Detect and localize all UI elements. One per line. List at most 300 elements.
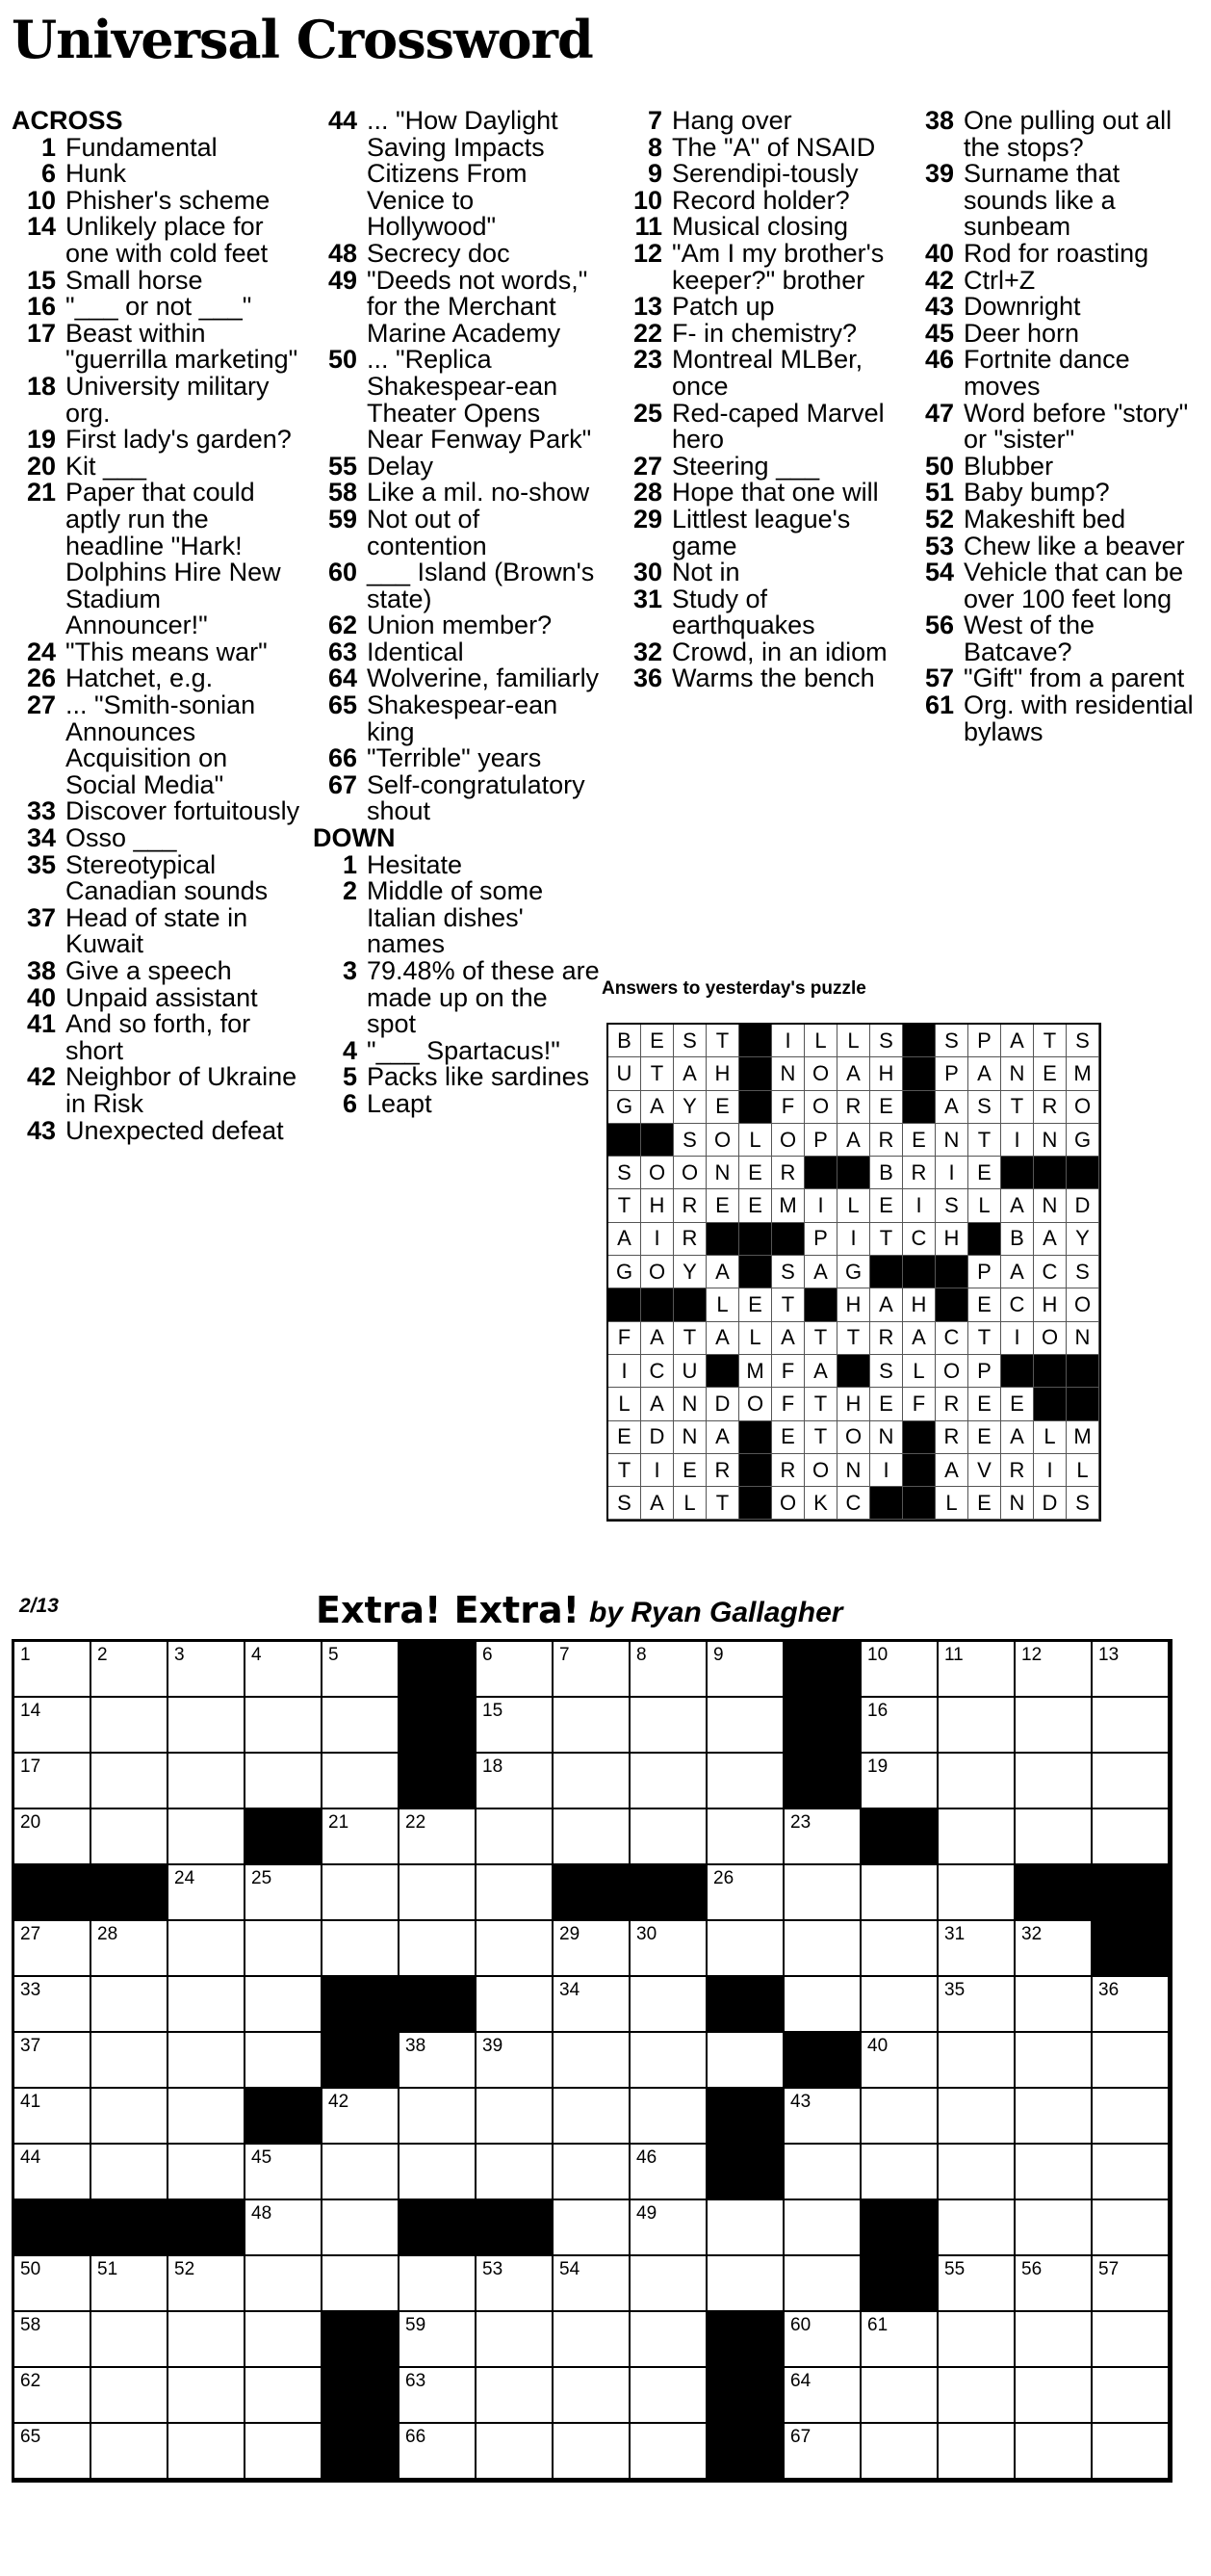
- across-clue: [12, 1064, 300, 1117]
- grid-cell[interactable]: [168, 1754, 245, 1809]
- grid-cell[interactable]: [708, 1698, 785, 1754]
- grid-cell[interactable]: [939, 1865, 1016, 1921]
- grid-cell[interactable]: [245, 2200, 322, 2256]
- clue-text: Self-congratulatory shout: [367, 769, 585, 826]
- grid-cell[interactable]: [939, 1642, 1016, 1698]
- grid-cell[interactable]: [554, 1809, 631, 1865]
- clue-number: 38: [26, 956, 56, 985]
- clue-text: Downright: [964, 292, 1081, 322]
- answer-letter: D: [641, 1421, 674, 1454]
- grid-cell[interactable]: [168, 2312, 245, 2368]
- grid-cell[interactable]: [477, 2424, 554, 2480]
- page-title: Universal Crossword: [12, 9, 593, 70]
- grid-cell[interactable]: [554, 2145, 631, 2200]
- grid-cell[interactable]: [631, 2256, 708, 2312]
- grid-cell[interactable]: [1016, 1754, 1093, 1809]
- block-cell: [399, 1977, 477, 2033]
- answer-letter: E: [707, 1091, 739, 1124]
- grid-cell[interactable]: [477, 1809, 554, 1865]
- grid-cell[interactable]: [399, 2256, 477, 2312]
- grid-cell[interactable]: [1016, 1921, 1093, 1977]
- grid-cell[interactable]: [477, 2256, 554, 2312]
- grid-cell[interactable]: [862, 1977, 939, 2033]
- grid-cell[interactable]: [785, 1921, 862, 1977]
- grid-cell[interactable]: [631, 2424, 708, 2480]
- answer-letter: T: [608, 1454, 641, 1487]
- grid-cell[interactable]: [14, 1754, 91, 1809]
- grid-cell[interactable]: [1016, 1809, 1093, 1865]
- down-clue: [618, 214, 907, 241]
- answer-letter: A: [1001, 1421, 1034, 1454]
- answer-block: [936, 1256, 968, 1288]
- answer-letter: L: [674, 1487, 707, 1520]
- grid-cell[interactable]: [399, 2368, 477, 2424]
- grid-cell[interactable]: [14, 2145, 91, 2200]
- grid-cell[interactable]: [245, 1698, 322, 1754]
- clue-column-4: [910, 108, 1198, 745]
- grid-cell[interactable]: [862, 1754, 939, 1809]
- cell-number: 28: [97, 1924, 118, 1944]
- answer-letter: R: [1001, 1454, 1034, 1487]
- clue-text: 79.48% of these are made up on the spot: [367, 956, 600, 1039]
- grid-cell[interactable]: [631, 1809, 708, 1865]
- grid-cell[interactable]: [1093, 1698, 1170, 1754]
- grid-cell[interactable]: [322, 2200, 399, 2256]
- grid-cell[interactable]: [91, 1642, 168, 1698]
- grid-cell[interactable]: [14, 2368, 91, 2424]
- grid-cell[interactable]: [14, 1809, 91, 1865]
- block-cell: [862, 1809, 939, 1865]
- grid-cell[interactable]: [631, 1977, 708, 2033]
- grid-cell[interactable]: [245, 2145, 322, 2200]
- grid-cell[interactable]: [399, 2033, 477, 2089]
- grid-cell[interactable]: [785, 1865, 862, 1921]
- grid-cell[interactable]: [554, 2089, 631, 2145]
- answer-letter: H: [837, 1388, 870, 1420]
- grid-cell[interactable]: [862, 1642, 939, 1698]
- clue-text: Paper that could aptly run the headline "Hark! Dolphins Hire New Stadium Announcer!": [65, 478, 281, 640]
- block-cell: [245, 1809, 322, 1865]
- cell-number: 57: [1098, 2259, 1120, 2279]
- grid-cell[interactable]: [939, 1698, 1016, 1754]
- grid-cell[interactable]: [939, 2145, 1016, 2200]
- answer-letter: C: [1001, 1288, 1034, 1321]
- grid-cell[interactable]: [708, 1865, 785, 1921]
- cell-number: 12: [1021, 1645, 1043, 1665]
- answer-letter: E: [674, 1454, 707, 1487]
- grid-cell[interactable]: [631, 2145, 708, 2200]
- answer-letter: L: [837, 1189, 870, 1222]
- grid-cell[interactable]: [477, 2089, 554, 2145]
- down-clue: [313, 1035, 602, 1065]
- grid-cell[interactable]: [939, 1809, 1016, 1865]
- clue-text: Montreal MLBer, once: [672, 345, 863, 401]
- clue-text: Patch up: [672, 292, 775, 322]
- grid-cell[interactable]: [168, 1698, 245, 1754]
- grid-cell[interactable]: [91, 2368, 168, 2424]
- answer-letter: S: [674, 1025, 707, 1057]
- answer-letter: O: [641, 1256, 674, 1288]
- grid-cell[interactable]: [1093, 2256, 1170, 2312]
- grid-cell[interactable]: [554, 2200, 631, 2256]
- grid-cell[interactable]: [785, 2256, 862, 2312]
- grid-cell[interactable]: [477, 1865, 554, 1921]
- grid-cell[interactable]: [862, 1865, 939, 1921]
- cell-number: 35: [944, 1980, 966, 2000]
- grid-cell[interactable]: [245, 1642, 322, 1698]
- grid-cell[interactable]: [477, 2033, 554, 2089]
- grid-cell[interactable]: [322, 1754, 399, 1809]
- grid-cell[interactable]: [862, 2424, 939, 2480]
- grid-cell[interactable]: [477, 2145, 554, 2200]
- grid-cell[interactable]: [554, 2424, 631, 2480]
- grid-cell[interactable]: [14, 2424, 91, 2480]
- grid-cell[interactable]: [91, 2256, 168, 2312]
- clue-text: Serendipi-tously: [672, 159, 859, 189]
- grid-cell[interactable]: [939, 2033, 1016, 2089]
- grid-cell[interactable]: [168, 2256, 245, 2312]
- answer-block: [1034, 1157, 1067, 1189]
- grid-cell[interactable]: [862, 2033, 939, 2089]
- answer-block: [739, 1487, 772, 1520]
- cell-number: 41: [20, 2092, 41, 2112]
- grid-cell[interactable]: [631, 1698, 708, 1754]
- grid-cell[interactable]: [322, 1921, 399, 1977]
- clue-text: And so forth, for short: [65, 1009, 251, 1065]
- grid-cell[interactable]: [631, 2312, 708, 2368]
- answer-letter: A: [641, 1487, 674, 1520]
- grid-cell[interactable]: [1093, 2089, 1170, 2145]
- grid-cell[interactable]: [862, 2089, 939, 2145]
- grid-cell[interactable]: [708, 2256, 785, 2312]
- answer-letter: A: [608, 1223, 641, 1256]
- grid-cell[interactable]: [245, 1977, 322, 2033]
- cell-number: 52: [174, 2259, 195, 2279]
- grid-cell[interactable]: [1093, 2200, 1170, 2256]
- answer-letter: S: [608, 1157, 641, 1189]
- grid-cell[interactable]: [399, 2145, 477, 2200]
- grid-cell[interactable]: [1093, 2368, 1170, 2424]
- block-cell: [477, 2200, 554, 2256]
- grid-cell[interactable]: [939, 1977, 1016, 2033]
- clue-number: 7: [647, 106, 662, 135]
- grid-cell[interactable]: [631, 1642, 708, 1698]
- grid-cell[interactable]: [708, 2200, 785, 2256]
- clue-text: Unlikely place for one with cold feet: [65, 212, 269, 268]
- across-clue: [313, 612, 602, 639]
- grid-cell[interactable]: [399, 2424, 477, 2480]
- answer-block: [870, 1487, 903, 1520]
- grid-cell[interactable]: [477, 1754, 554, 1809]
- grid-cell[interactable]: [1093, 1642, 1170, 1698]
- grid-cell[interactable]: [91, 2089, 168, 2145]
- clue-number: 16: [26, 292, 56, 322]
- grid-cell[interactable]: [322, 2145, 399, 2200]
- grid-cell[interactable]: [14, 2089, 91, 2145]
- grid-cell[interactable]: [785, 2368, 862, 2424]
- answer-letter: C: [1034, 1256, 1067, 1288]
- answer-block: [739, 1223, 772, 1256]
- grid-cell[interactable]: [245, 1865, 322, 1921]
- grid-cell[interactable]: [939, 2089, 1016, 2145]
- grid-cell[interactable]: [245, 2033, 322, 2089]
- clue-number: 39: [924, 159, 954, 189]
- grid-cell[interactable]: [91, 1698, 168, 1754]
- answer-letter: L: [936, 1487, 968, 1520]
- answer-letter: S: [1067, 1487, 1099, 1520]
- grid-cell[interactable]: [91, 1921, 168, 1977]
- grid-cell[interactable]: [631, 2089, 708, 2145]
- grid-cell[interactable]: [168, 2368, 245, 2424]
- grid-cell[interactable]: [1093, 2424, 1170, 2480]
- grid-cell[interactable]: [1016, 1698, 1093, 1754]
- grid-cell[interactable]: [554, 2033, 631, 2089]
- answer-letter: L: [707, 1288, 739, 1321]
- grid-cell[interactable]: [862, 2368, 939, 2424]
- grid-cell[interactable]: [168, 1809, 245, 1865]
- grid-cell[interactable]: [477, 1921, 554, 1977]
- answer-letter: O: [772, 1487, 805, 1520]
- grid-cell[interactable]: [399, 1865, 477, 1921]
- answer-letter: M: [772, 1189, 805, 1222]
- answer-letter: A: [936, 1091, 968, 1124]
- grid-cell[interactable]: [322, 1642, 399, 1698]
- answer-letter: O: [805, 1057, 837, 1090]
- grid-cell[interactable]: [554, 1977, 631, 2033]
- grid-cell[interactable]: [1093, 1809, 1170, 1865]
- across-clue: [12, 692, 300, 798]
- grid-cell[interactable]: [1016, 2200, 1093, 2256]
- across-clue: [12, 318, 300, 375]
- grid-cell[interactable]: [322, 2256, 399, 2312]
- grid-cell[interactable]: [554, 1698, 631, 1754]
- grid-cell[interactable]: [708, 1642, 785, 1698]
- grid-cell[interactable]: [939, 1921, 1016, 1977]
- grid-cell[interactable]: [91, 1977, 168, 2033]
- answer-block: [739, 1091, 772, 1124]
- answer-letter: T: [968, 1124, 1001, 1157]
- grid-cell[interactable]: [1016, 2312, 1093, 2368]
- cell-number: 34: [559, 1980, 580, 2000]
- grid-cell[interactable]: [168, 1921, 245, 1977]
- answer-block: [707, 1355, 739, 1388]
- grid-cell[interactable]: [939, 2424, 1016, 2480]
- grid-cell[interactable]: [785, 1809, 862, 1865]
- grid-cell[interactable]: [14, 1698, 91, 1754]
- grid-cell[interactable]: [862, 1698, 939, 1754]
- grid-cell[interactable]: [245, 2256, 322, 2312]
- grid-cell[interactable]: [91, 2312, 168, 2368]
- across-clue: [313, 769, 602, 826]
- clue-number: 52: [924, 504, 954, 533]
- clue-text: Phisher's scheme: [65, 185, 271, 215]
- clue-number: 37: [26, 902, 56, 932]
- grid-cell[interactable]: [939, 1754, 1016, 1809]
- grid-cell[interactable]: [91, 2145, 168, 2200]
- grid-cell[interactable]: [1016, 2033, 1093, 2089]
- grid-cell[interactable]: [322, 1809, 399, 1865]
- grid-cell[interactable]: [245, 2424, 322, 2480]
- clue-text: "Terrible" years: [367, 743, 542, 773]
- answer-letter: L: [903, 1355, 936, 1388]
- grid-cell[interactable]: [168, 2424, 245, 2480]
- grid-cell[interactable]: [554, 1921, 631, 1977]
- cell-number: 63: [405, 2371, 426, 2391]
- grid-cell[interactable]: [477, 1698, 554, 1754]
- grid-cell[interactable]: [708, 1921, 785, 1977]
- answer-letter: E: [772, 1421, 805, 1454]
- clue-number: 6: [40, 159, 56, 189]
- grid-cell[interactable]: [1093, 2145, 1170, 2200]
- grid-cell[interactable]: [1016, 2145, 1093, 2200]
- grid-cell[interactable]: [245, 2368, 322, 2424]
- grid-cell[interactable]: [14, 2256, 91, 2312]
- clue-number: 24: [26, 637, 56, 666]
- clue-number: 62: [327, 611, 357, 640]
- grid-cell[interactable]: [939, 2312, 1016, 2368]
- grid-cell[interactable]: [631, 2033, 708, 2089]
- grid-cell[interactable]: [1016, 1977, 1093, 2033]
- grid-cell[interactable]: [785, 2145, 862, 2200]
- grid-cell[interactable]: [939, 2200, 1016, 2256]
- grid-cell[interactable]: [631, 1921, 708, 1977]
- grid-cell[interactable]: [554, 1754, 631, 1809]
- grid-cell[interactable]: [554, 1642, 631, 1698]
- answer-letter: O: [641, 1157, 674, 1189]
- answer-letter: N: [1001, 1057, 1034, 1090]
- grid-cell[interactable]: [862, 2312, 939, 2368]
- grid-cell[interactable]: [554, 2368, 631, 2424]
- answer-letter: H: [837, 1288, 870, 1321]
- grid-cell[interactable]: [168, 1642, 245, 1698]
- grid-cell[interactable]: [91, 1754, 168, 1809]
- cell-number: 23: [790, 1812, 812, 1833]
- grid-cell[interactable]: [322, 2089, 399, 2145]
- across-clue: [12, 665, 300, 692]
- grid-cell[interactable]: [631, 2200, 708, 2256]
- grid-cell[interactable]: [322, 1698, 399, 1754]
- clue-text: Delay: [367, 451, 434, 481]
- grid-cell[interactable]: [785, 1977, 862, 2033]
- grid-cell[interactable]: [168, 2145, 245, 2200]
- grid-cell[interactable]: [168, 1865, 245, 1921]
- grid-cell[interactable]: [399, 1921, 477, 1977]
- down-clue: [618, 108, 907, 135]
- across-clue: [12, 185, 300, 215]
- clue-text: "Gift" from a parent: [964, 664, 1185, 693]
- clue-number: 58: [327, 478, 357, 507]
- grid-cell[interactable]: [708, 1809, 785, 1865]
- grid-cell[interactable]: [1016, 1642, 1093, 1698]
- answer-letter: F: [772, 1355, 805, 1388]
- cell-number: 56: [1021, 2259, 1043, 2279]
- grid-cell[interactable]: [862, 2145, 939, 2200]
- grid-cell[interactable]: [1016, 2089, 1093, 2145]
- cell-number: 15: [482, 1701, 503, 1721]
- grid-cell[interactable]: [14, 2312, 91, 2368]
- answer-block: [805, 1288, 837, 1321]
- grid-cell[interactable]: [477, 2368, 554, 2424]
- grid-cell[interactable]: [245, 1921, 322, 1977]
- grid-cell[interactable]: [554, 2312, 631, 2368]
- grid-cell[interactable]: [1016, 2424, 1093, 2480]
- grid-cell[interactable]: [1093, 1754, 1170, 1809]
- grid-cell[interactable]: [14, 1642, 91, 1698]
- answer-letter: E: [608, 1421, 641, 1454]
- grid-cell[interactable]: [862, 1921, 939, 1977]
- clue-text: University military org.: [65, 371, 270, 428]
- clue-text: Not out of contention: [367, 504, 487, 560]
- grid-cell[interactable]: [14, 1921, 91, 1977]
- cell-number: 51: [97, 2259, 118, 2279]
- grid-cell[interactable]: [245, 1754, 322, 1809]
- grid-cell[interactable]: [399, 2089, 477, 2145]
- grid-cell[interactable]: [631, 1754, 708, 1809]
- answer-letter: T: [608, 1189, 641, 1222]
- grid-cell[interactable]: [785, 2424, 862, 2480]
- grid-cell[interactable]: [168, 1977, 245, 2033]
- grid-cell[interactable]: [785, 2200, 862, 2256]
- grid-cell[interactable]: [939, 2368, 1016, 2424]
- grid-cell[interactable]: [14, 1977, 91, 2033]
- grid-cell[interactable]: [708, 1754, 785, 1809]
- clue-text: Small horse: [65, 265, 203, 295]
- down-clue: [618, 185, 907, 215]
- grid-cell[interactable]: [91, 1809, 168, 1865]
- answer-letter: I: [641, 1223, 674, 1256]
- clue-number: 10: [632, 185, 662, 215]
- grid-cell[interactable]: [1093, 2033, 1170, 2089]
- grid-cell[interactable]: [1093, 1977, 1170, 2033]
- grid-cell[interactable]: [91, 2033, 168, 2089]
- down-clue: [910, 347, 1198, 400]
- answer-block: [608, 1124, 641, 1157]
- clue-number: 42: [26, 1062, 56, 1092]
- grid-cell[interactable]: [168, 2089, 245, 2145]
- grid-cell[interactable]: [554, 2256, 631, 2312]
- across-clue: [12, 451, 300, 481]
- grid-cell[interactable]: [477, 1642, 554, 1698]
- grid-cell[interactable]: [785, 2312, 862, 2368]
- grid-cell[interactable]: [1016, 2256, 1093, 2312]
- grid-cell[interactable]: [1093, 2312, 1170, 2368]
- grid-cell[interactable]: [477, 2312, 554, 2368]
- answer-letter: R: [707, 1454, 739, 1487]
- grid-cell[interactable]: [477, 1977, 554, 2033]
- grid-cell[interactable]: [91, 2424, 168, 2480]
- grid-cell[interactable]: [1016, 2368, 1093, 2424]
- grid-cell[interactable]: [168, 2033, 245, 2089]
- cell-number: 10: [867, 1645, 889, 1665]
- block-cell: [14, 2200, 91, 2256]
- clue-number: 66: [327, 743, 357, 773]
- grid-cell[interactable]: [939, 2256, 1016, 2312]
- grid-cell[interactable]: [245, 2312, 322, 2368]
- grid-cell[interactable]: [399, 1809, 477, 1865]
- answer-letter: D: [707, 1388, 739, 1420]
- clue-text: Like a mil. no-show: [367, 478, 590, 507]
- grid-cell[interactable]: [399, 2312, 477, 2368]
- section-heading: ACROSS: [12, 106, 123, 135]
- answer-letter: A: [870, 1288, 903, 1321]
- clue-text: Hope that one will: [672, 478, 879, 507]
- grid-cell[interactable]: [708, 2033, 785, 2089]
- grid-cell[interactable]: [322, 1865, 399, 1921]
- grid-cell[interactable]: [785, 2089, 862, 2145]
- answer-letter: E: [870, 1091, 903, 1124]
- grid-cell[interactable]: [14, 2033, 91, 2089]
- grid-cell[interactable]: [631, 2368, 708, 2424]
